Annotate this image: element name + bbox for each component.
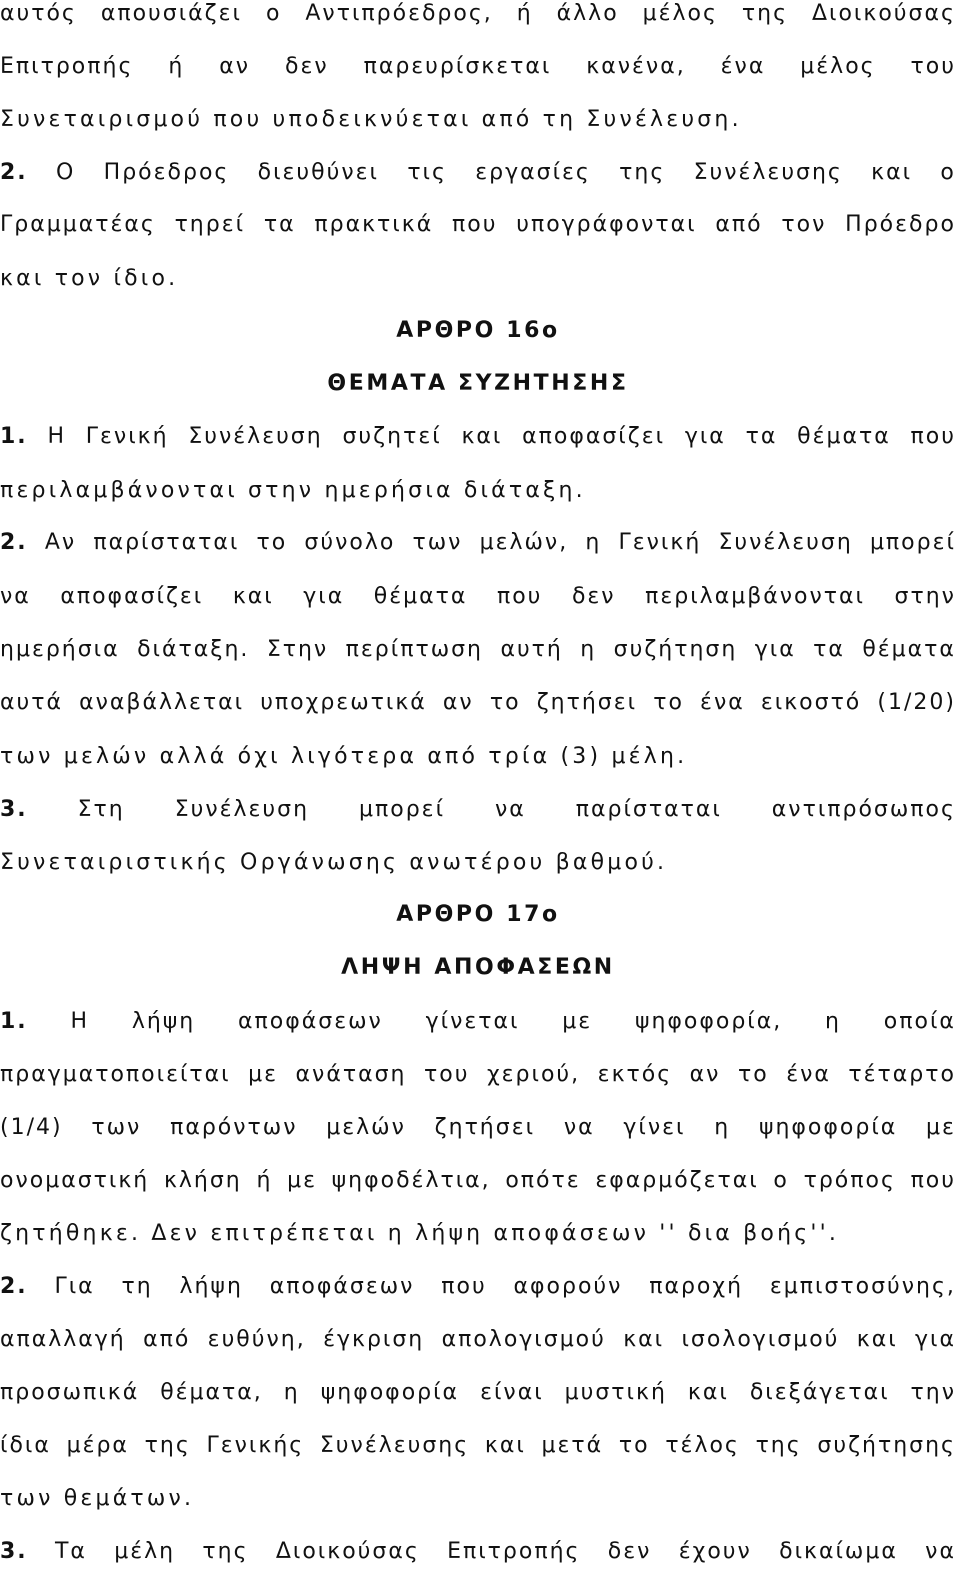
word: Για <box>54 1274 95 1299</box>
word: Στην <box>266 637 329 662</box>
word: η <box>714 1115 731 1140</box>
word: προσωπικά <box>0 1380 140 1405</box>
text-line <box>0 784 956 836</box>
text-line: των μελών αλλά όχι λιγότερα από τρία (3) μέλη. <box>0 744 688 769</box>
text-line <box>0 571 956 623</box>
word: δικαίωμα <box>779 1539 898 1564</box>
word: που <box>496 584 543 609</box>
word: και <box>687 1380 729 1405</box>
text-line <box>0 411 956 463</box>
text-line <box>0 1526 956 1578</box>
text-line <box>0 1049 956 1101</box>
word: να <box>925 1539 956 1564</box>
word: και <box>871 160 913 185</box>
word: Τα <box>54 1539 87 1564</box>
word: δεν <box>571 584 616 609</box>
text-line <box>0 1261 956 1313</box>
word: θέματα <box>862 637 956 662</box>
word: την <box>910 1380 956 1405</box>
word: η <box>585 530 602 555</box>
paragraph-number: 2. <box>0 530 28 555</box>
word: απαλλαγή <box>0 1327 126 1352</box>
word: που <box>452 212 498 237</box>
word: Γενική <box>85 424 169 449</box>
text-line: των θεμάτων. <box>0 1486 195 1511</box>
text-line <box>0 1102 956 1154</box>
section-heading: ΑΡΘΡΟ 17ο <box>396 902 560 927</box>
word: Γενική <box>618 530 702 555</box>
word: έχουν <box>678 1539 752 1564</box>
word: από <box>143 1327 191 1352</box>
word: αναβάλλεται <box>79 690 245 715</box>
word: ημερήσια <box>0 637 120 662</box>
word: στην <box>894 584 956 609</box>
word: θέματα <box>373 584 468 609</box>
word: αν <box>442 690 474 715</box>
text-line: Συνεταιριστικής Οργάνωσης ανωτέρου βαθμού. <box>0 850 668 875</box>
word: Συνέλευση <box>718 530 853 555</box>
text-line <box>0 147 956 199</box>
text-line <box>0 199 956 251</box>
word: ο <box>940 160 956 185</box>
word: Επιτροπής <box>0 54 134 79</box>
word: των <box>412 530 463 555</box>
word: αφορούν <box>513 1274 623 1299</box>
text-line <box>0 1420 956 1472</box>
word: η <box>283 1380 300 1405</box>
word: ψηφοδέλτια, <box>331 1168 491 1193</box>
word: πραγματοποιείται <box>0 1062 231 1087</box>
word: τα <box>813 637 845 662</box>
word: Πρόεδρο <box>845 212 956 237</box>
word: διεξάγεται <box>749 1380 890 1405</box>
paragraph-number: 2. <box>0 1274 28 1299</box>
word: από <box>715 212 763 237</box>
word: της <box>619 160 666 185</box>
section-heading: ΛΗΨΗ ΑΠΟΦΑΣΕΩΝ <box>341 955 615 980</box>
word: ισολογισμού <box>681 1327 840 1352</box>
word: είναι <box>480 1380 544 1405</box>
word: της <box>741 1 788 26</box>
word: με <box>926 1115 956 1140</box>
word: συζήτησης <box>817 1433 956 1458</box>
word: ψηφοφορία, <box>634 1009 783 1034</box>
text-line <box>0 1314 956 1366</box>
word: ονομαστική <box>0 1168 150 1193</box>
word: παρίσταται <box>575 797 722 822</box>
word: ή <box>168 54 185 79</box>
word: τέταρτο <box>848 1062 956 1087</box>
word: υπογράφονται <box>516 212 697 237</box>
word: Διοικούσας <box>275 1539 420 1564</box>
word: αυτά <box>0 690 63 715</box>
word: αντιπρόσωπος <box>771 797 956 822</box>
word: εφαρμόζεται <box>595 1168 759 1193</box>
word: για <box>915 1327 956 1352</box>
text-line <box>0 624 956 676</box>
word: με <box>562 1009 593 1034</box>
text-line <box>0 996 956 1048</box>
word: ψηφοφορία <box>758 1115 898 1140</box>
word: μέλος <box>642 1 718 26</box>
word: Πρόεδρος <box>103 160 230 185</box>
text-line: ζητήθηκε. Δεν επιτρέπεται η λήψη αποφάσεων '' δια βοής''. <box>0 1221 840 1246</box>
word: να <box>563 1115 595 1140</box>
text-line: Συνεταιρισμού που υποδεικνύεται από τη Συνέλευση. <box>0 107 742 132</box>
word: πρακτικά <box>314 212 434 237</box>
word: τη <box>121 1274 153 1299</box>
text-line: και τον ίδιο. <box>0 266 179 291</box>
word: (1/20) <box>877 690 956 715</box>
word: παρίσταται <box>93 530 240 555</box>
word: με <box>287 1168 317 1193</box>
word: ίδια <box>0 1433 51 1458</box>
word: εικοστό <box>760 690 862 715</box>
word: διευθύνει <box>257 160 379 185</box>
word: τον <box>781 212 827 237</box>
word: κανένα, <box>586 54 686 79</box>
word: δεν <box>284 54 329 79</box>
word: μπορεί <box>869 530 956 555</box>
word: σύνολο <box>304 530 396 555</box>
word: μπορεί <box>359 797 446 822</box>
word: το <box>618 1433 650 1458</box>
word: και <box>484 1433 526 1458</box>
word: τέλος <box>665 1433 740 1458</box>
word: με <box>248 1062 279 1087</box>
word: των <box>91 1115 142 1140</box>
word: μυστική <box>564 1380 667 1405</box>
word: αν <box>689 1062 721 1087</box>
word: κλήση <box>163 1168 242 1193</box>
word: παρόντων <box>170 1115 298 1140</box>
word: οπότε <box>505 1168 581 1193</box>
paragraph-number: 1. <box>0 424 28 449</box>
word: της <box>755 1433 802 1458</box>
paragraph-number: 1. <box>0 1009 28 1034</box>
word: αποφάσεων <box>238 1009 383 1034</box>
word: αποφάσεων <box>269 1274 415 1299</box>
word: δεν <box>607 1539 652 1564</box>
word: το <box>256 530 288 555</box>
word: ευθύνη, <box>207 1327 306 1352</box>
word: τα <box>263 212 296 237</box>
word: της <box>202 1539 249 1564</box>
word: Συνέλευση <box>188 424 323 449</box>
word: μελών <box>326 1115 406 1140</box>
word: λήψη <box>131 1009 196 1034</box>
text-line <box>0 1155 956 1207</box>
word: συζητεί <box>342 424 442 449</box>
word: που <box>441 1274 487 1299</box>
word: για <box>303 584 345 609</box>
word: Επιτροπής <box>447 1539 581 1564</box>
word: αυτός <box>0 1 77 26</box>
word: μετά <box>541 1433 604 1458</box>
word: μέλη <box>114 1539 176 1564</box>
word: τρόπος <box>803 1168 896 1193</box>
word: αποφασίζει <box>60 584 204 609</box>
word: Διοικούσας <box>811 1 956 26</box>
word: να <box>495 797 526 822</box>
word: εργασίες <box>475 160 591 185</box>
word: περίπτωση <box>345 637 484 662</box>
word: Γενικής <box>206 1433 305 1458</box>
word: Αντιπρόεδρος, <box>305 1 493 26</box>
word: μέλος <box>800 54 876 79</box>
word: ένα <box>700 690 745 715</box>
word: ένα <box>786 1062 831 1087</box>
word: ή <box>516 1 533 26</box>
word: θέματα <box>797 424 891 449</box>
word: του <box>424 1062 470 1087</box>
section-heading: ΑΡΘΡΟ 16ο <box>396 318 560 343</box>
word: Η <box>70 1009 90 1034</box>
word: Η <box>47 424 66 449</box>
word: απολογισμού <box>441 1327 606 1352</box>
word: η <box>825 1009 841 1034</box>
word: γίνεται <box>425 1009 520 1034</box>
word: και <box>856 1327 898 1352</box>
paragraph-number: 3. <box>0 797 28 822</box>
word: ένα <box>720 54 766 79</box>
text-line <box>0 0 956 40</box>
text-line <box>0 1367 956 1419</box>
word: που <box>910 424 956 449</box>
word: για <box>684 424 726 449</box>
word: οποία <box>883 1009 956 1034</box>
text-line: περιλαμβάνονται στην ημερήσια διάταξη. <box>0 478 586 503</box>
word: και <box>461 424 503 449</box>
word: ο <box>773 1168 789 1193</box>
word: Γραμματέας <box>0 212 156 237</box>
word: θέματα, <box>160 1380 263 1405</box>
word: άλλο <box>556 1 619 26</box>
word: Στη <box>77 797 125 822</box>
word: που <box>910 1168 956 1193</box>
word: για <box>754 637 796 662</box>
word: παρευρίσκεται <box>363 54 552 79</box>
word: γίνει <box>623 1115 686 1140</box>
paragraph-number: 2. <box>0 160 28 185</box>
word: αυτή <box>500 637 563 662</box>
section-heading: ΘΕΜΑΤΑ ΣΥΖΗΤΗΣΗΣ <box>327 371 629 396</box>
word: αποφασίζει <box>522 424 666 449</box>
word: τις <box>407 160 447 185</box>
word: Συνέλευσης <box>319 1433 470 1458</box>
word: τα <box>745 424 778 449</box>
word: Συνέλευση <box>174 797 310 822</box>
word: μελών, <box>479 530 569 555</box>
word: περιλαμβάνονται <box>645 584 865 609</box>
word: ψηφοφορία <box>320 1380 460 1405</box>
word: ο <box>265 1 282 26</box>
word: υποχρεωτικά <box>260 690 427 715</box>
word: ανάταση <box>295 1062 407 1087</box>
text-line <box>0 517 956 569</box>
word: διάταξη. <box>137 637 250 662</box>
word: του <box>910 54 956 79</box>
word: το <box>653 690 684 715</box>
word: παροχή <box>649 1274 744 1299</box>
word: να <box>0 584 31 609</box>
word: η <box>580 637 597 662</box>
word: και <box>232 584 274 609</box>
word: (1/4) <box>0 1115 63 1140</box>
paragraph-number: 3. <box>0 1539 28 1564</box>
word: το <box>737 1062 769 1087</box>
word: λήψη <box>179 1274 243 1299</box>
word: έγκριση <box>323 1327 425 1352</box>
word: εκτός <box>597 1062 673 1087</box>
text-line <box>0 677 956 729</box>
word: Ο <box>56 160 76 185</box>
word: το <box>489 690 521 715</box>
word: συζήτηση <box>613 637 738 662</box>
word: Συνέλευσης <box>693 160 843 185</box>
word: χεριού, <box>486 1062 581 1087</box>
word: εμπιστοσύνης, <box>769 1274 956 1299</box>
word: μέρα <box>66 1433 129 1458</box>
word: ή <box>256 1168 273 1193</box>
word: απουσιάζει <box>100 1 242 26</box>
word: ζητήσει <box>536 690 638 715</box>
word: ζητήσει <box>434 1115 536 1140</box>
word: και <box>623 1327 665 1352</box>
word: της <box>144 1433 191 1458</box>
word: τηρεί <box>174 212 246 237</box>
text-line <box>0 41 956 93</box>
word: Αν <box>44 530 77 555</box>
word: αν <box>219 54 251 79</box>
